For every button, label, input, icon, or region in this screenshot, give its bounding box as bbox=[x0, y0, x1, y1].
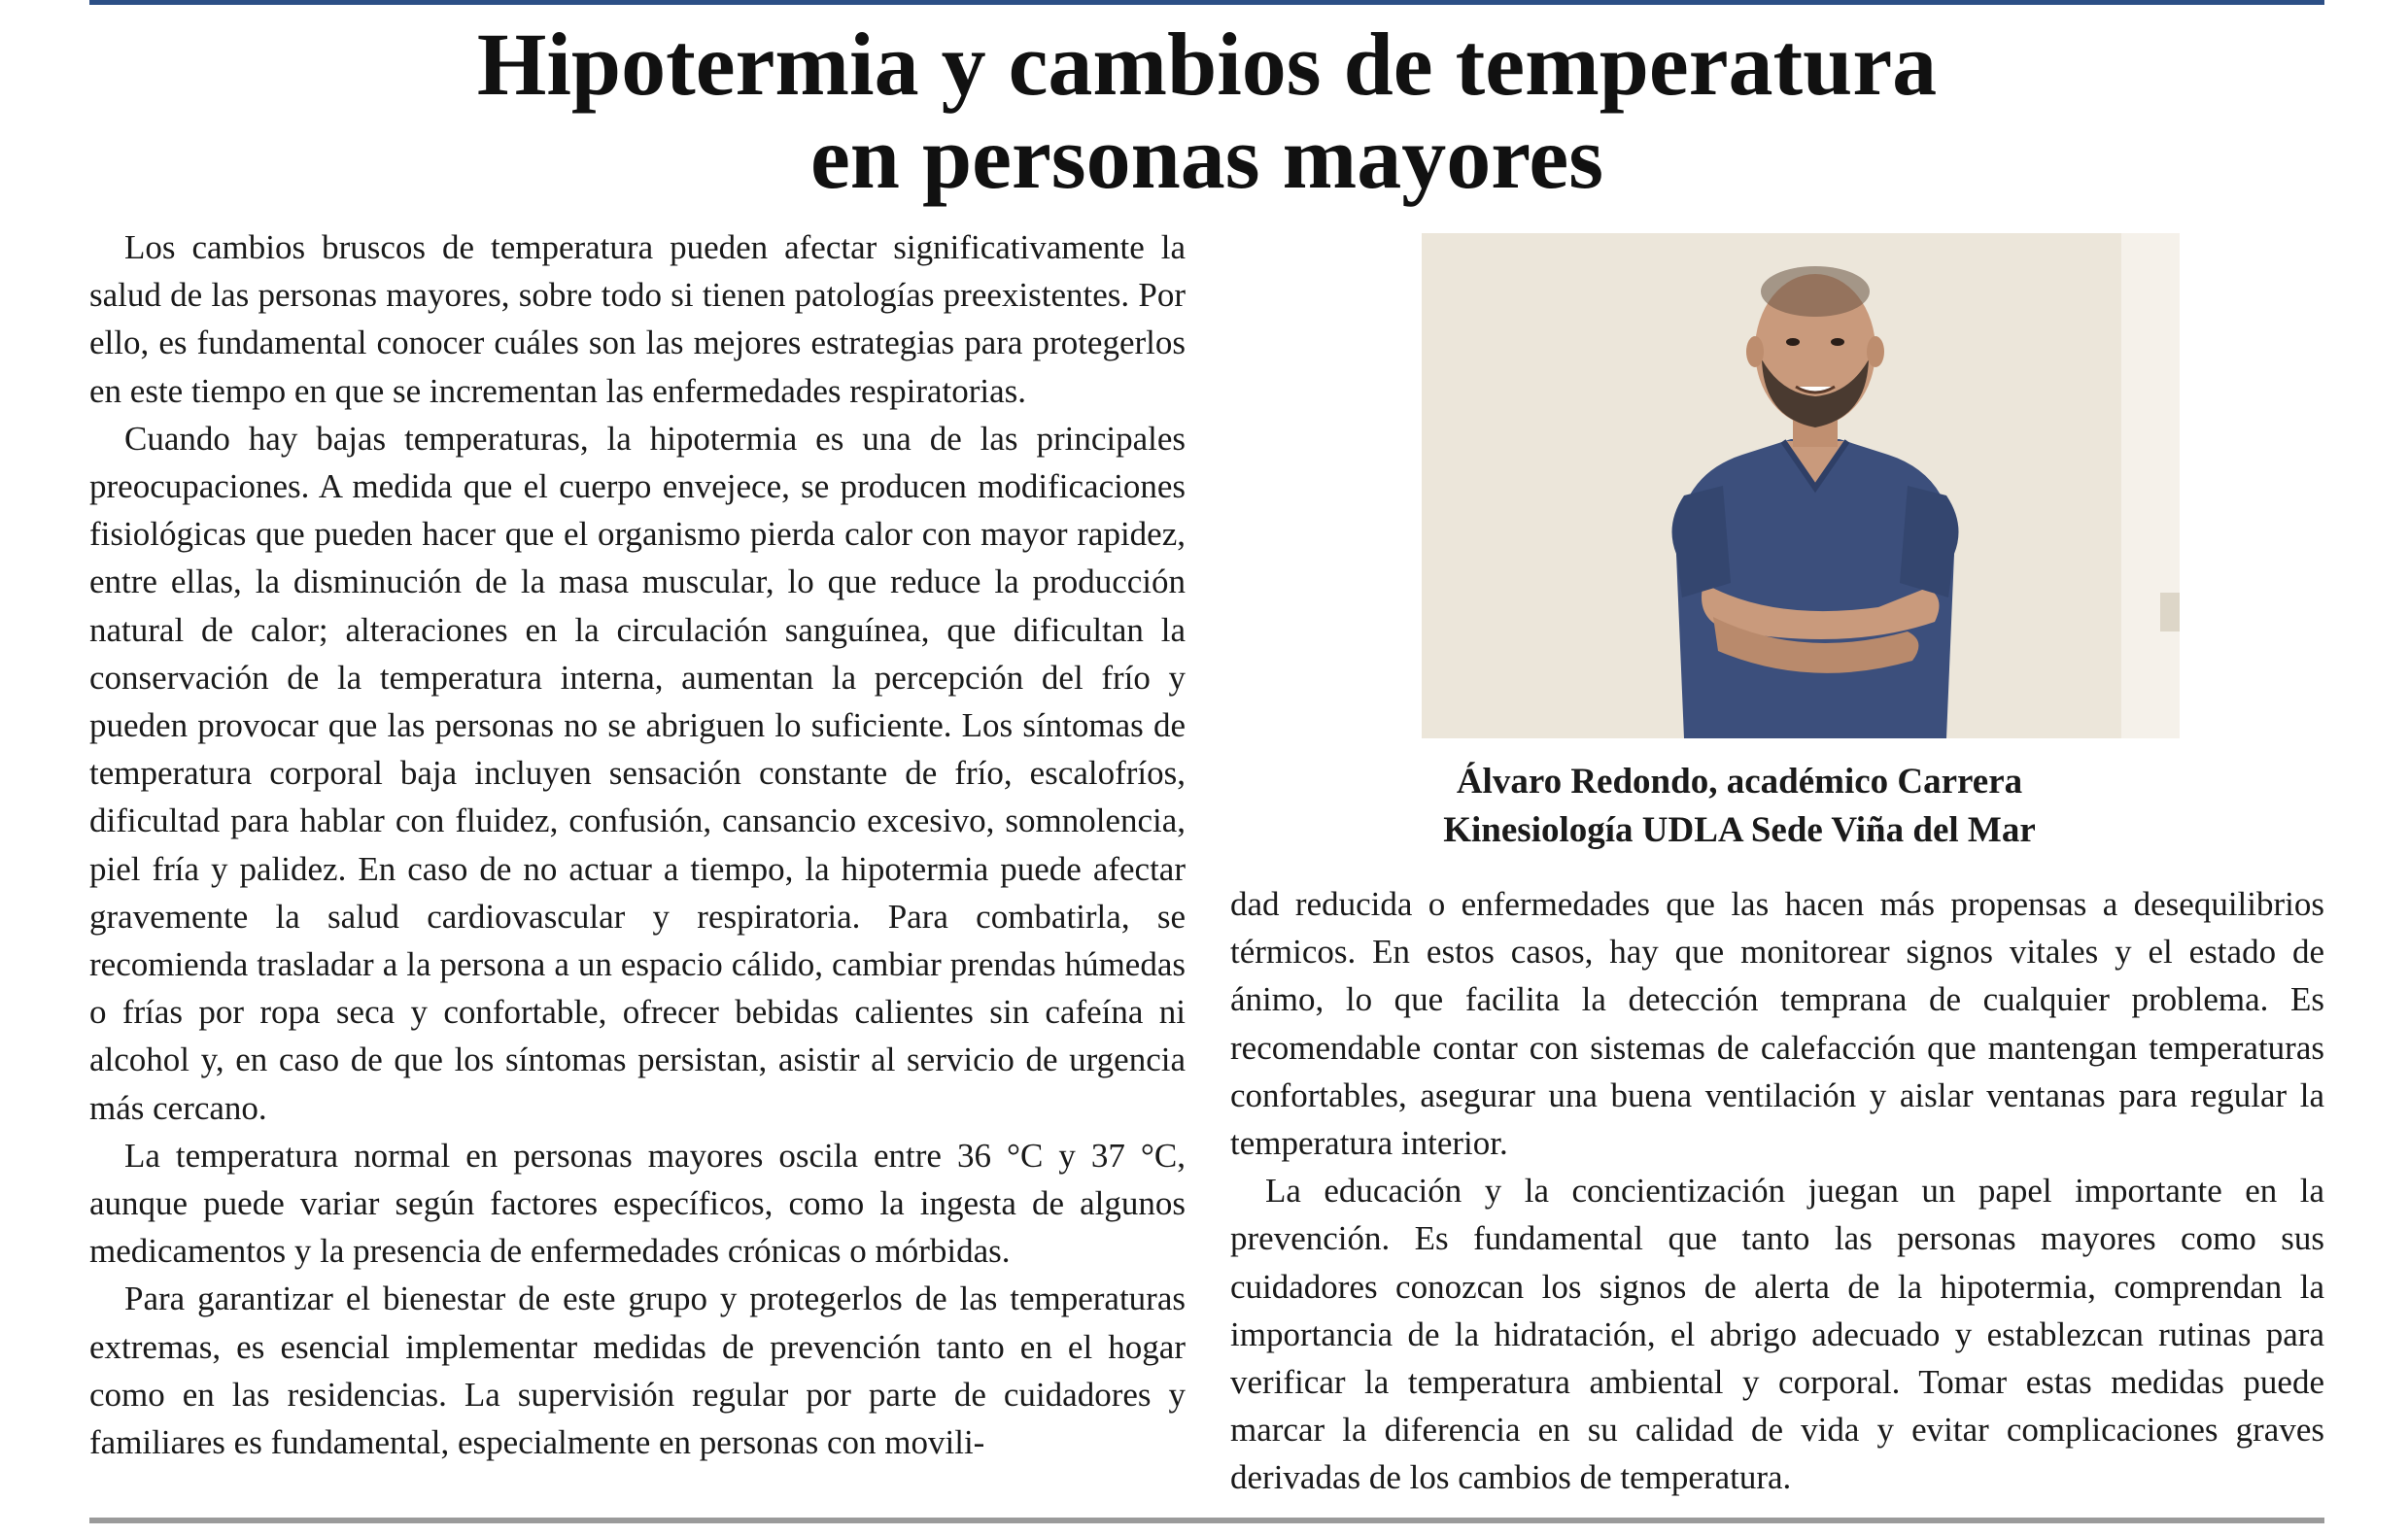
portrait-illustration bbox=[1422, 233, 2180, 738]
paragraph-education: La educación y la concientización juegan un papel importante en la prevención. Es fundamental que tanto las personas mayores como sus cuidadores conozcan los signos de alerta de la hipotermia, comprendan la importancia de la hidratación, el abrigo adecuado y establezcan rutinas para verificar la temperatura ambiental y corporal. Tomar estas medidas puede marcar la diferencia en su calidad de vida y evitar complicaciones graves derivadas de los cambios de temperatura. bbox=[1230, 1172, 2324, 1497]
article-title bbox=[89, 15, 2324, 207]
paragraph-intro: Los cambios bruscos de temperatura pueden afectar significativamente la salud de las personas mayores, sobre todo si tienen patologías preexistentes. Por ello, es fundamental conocer cuáles son las mejores estrategias para protegerlos en este tiempo en que se incrementan las enfermedades respiratorias. bbox=[89, 228, 1186, 410]
portrait-photo bbox=[1422, 233, 2180, 738]
paragraph-prevention: Para garantizar el bienestar de este grupo y protegerlos de las temperaturas extremas, es esencial implementar medidas de prevención tanto en el hogar como en las residencias. La supervisión regular por parte de cuidadores y familiares es fundamental, especialmente en personas con movili- bbox=[89, 1280, 1186, 1462]
photo-caption bbox=[1108, 758, 2371, 855]
caption-line-1: Álvaro Redondo, académico Carrera bbox=[1456, 762, 2023, 802]
paragraph-prevention-continued: dad reducida o enfermedades que las hacen más propensas a desequilibrios térmicos. En estos casos, hay que monitorear signos vitales y el estado de ánimo, lo que facilita la detección temprana de cualquier problema. Es recomendable contar con sistemas de calefacción que mantengan temperaturas confortables, asegurar una buena ventilación y aislar ventanas para regular la temperatura interior. bbox=[1230, 885, 2324, 1163]
paragraph-normal-temperature: La temperatura normal en personas mayores oscila entre 36 °C y 37 °C, aunque puede variar según factores específicos, como la ingesta de algunos medicamentos y la presencia de enfermedades crónicas o mórbidas. bbox=[89, 1136, 1186, 1271]
left-column bbox=[89, 223, 1186, 1466]
top-rule bbox=[89, 0, 2324, 5]
paragraph-hypothermia: Cuando hay bajas temperaturas, la hipotermia es una de las principales preocupaciones. A medida que el cuerpo envejece, se producen modificaciones fisiológicas que pueden hacer que el organismo pierda calor con mayor rapidez, entre ellas, la disminución de la masa muscular, lo que reduce la producción natural de calor; alteraciones en la circulación sanguínea, que dificultan la conservación de la temperatura interna, aumentan la percepción del frío y pueden provocar que las personas no se abriguen lo suficiente. Los síntomas de temperatura corporal baja incluyen sensación constante de frío, escalofríos, dificultad para hablar con fluidez, confusión, cansancio excesivo, somnolencia, piel fría y palidez. En caso de no actuar a tiempo, la hipotermia puede afectar gravemente la salud cardiovascular y respiratoria. Para combatirla, se recomienda trasladar a la persona a un espacio cálido, cambiar prendas húmedas o frías por ropa seca y confortable, ofrecer bebidas calientes sin cafeína ni alcohol y, en caso de que los síntomas persistan, asistir al servicio de urgencia más cercano. bbox=[89, 419, 1186, 1127]
title-line-2: en personas mayores bbox=[809, 108, 1604, 207]
right-column bbox=[1230, 880, 2324, 1502]
caption-line-2: Kinesiología UDLA Sede Viña del Mar bbox=[1443, 810, 2036, 850]
bottom-rule bbox=[89, 1518, 2324, 1523]
title-line-1: Hipotermia y cambios de temperatura bbox=[476, 15, 1938, 114]
